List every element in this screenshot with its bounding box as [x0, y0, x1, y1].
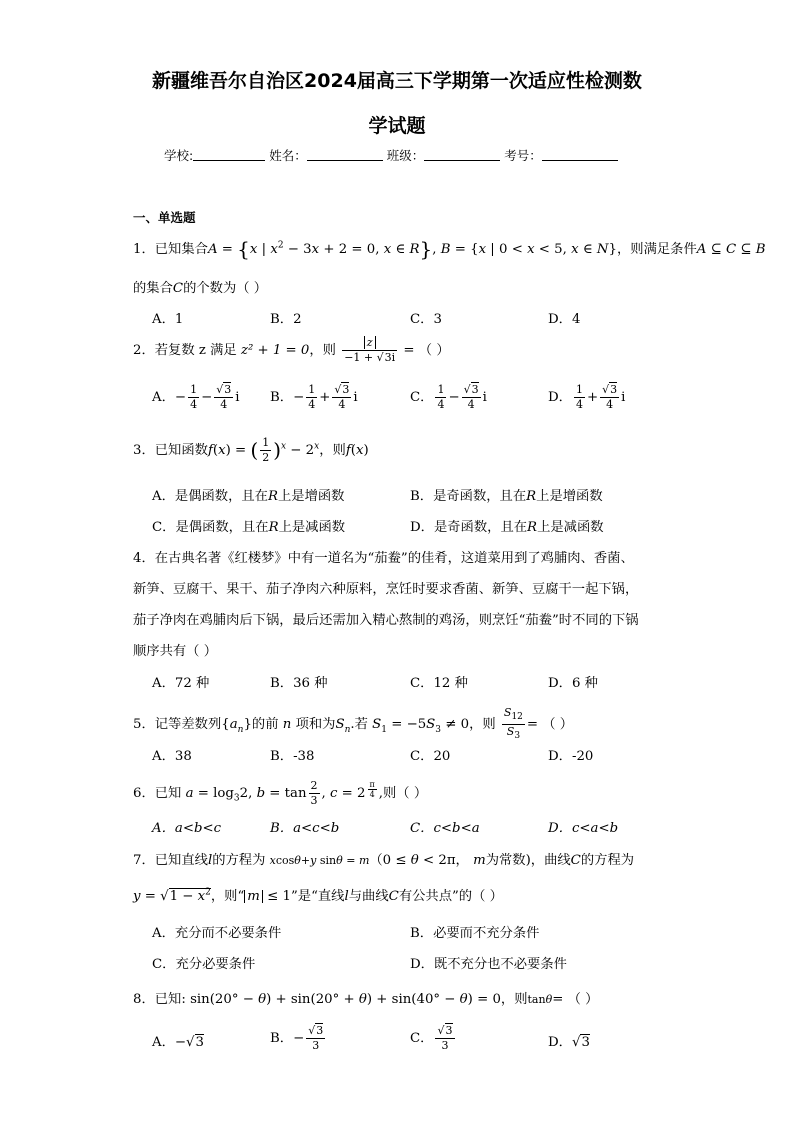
question-3: 3．已知函数f(x) = ( $\frac{1}{2}$ )$^x - 2^x$，则f(x): [133, 436, 369, 464]
question-7-line1: 7．已知直线l的方程为 xcosθ+y sinθ = m（0 ≤ θ < 2π， m为常数)，曲线C的方程为: [133, 853, 635, 868]
q1-option-a[interactable]: A．1: [152, 312, 184, 327]
q4-option-a[interactable]: A．72 种: [152, 676, 210, 691]
exam-title-line1: 新疆维吾尔自治区2024届高三下学期第一次适应性检测数: [152, 70, 642, 92]
school-blank[interactable]: [193, 148, 265, 161]
q8-text-post: ，则: [500, 992, 528, 1007]
class-blank[interactable]: [424, 148, 500, 161]
q3-text: 3．已知函数: [133, 443, 208, 458]
q7-text-l2c: 与曲线: [348, 889, 389, 904]
q1-text-mid: ，则满足条件: [617, 242, 697, 257]
question-4-line3: 茄子净肉在鸡脯肉后下锅，最后还需加入精心熬制的鸡汤，则烹饪“茄鲞”时不同的下锅: [133, 613, 639, 628]
q5-text-mid2: 项和为: [295, 717, 336, 733]
q7-text-l2d: 有公共点”的（ ）: [398, 889, 503, 904]
q2-option-a[interactable]: A．− $\frac{1}{4}$ − $\frac{√3}{4}$ i: [152, 383, 240, 411]
q7-text: 7．已知直线: [133, 853, 208, 868]
q7-option-b[interactable]: B．必要而不充分条件: [410, 926, 540, 941]
q4-option-c[interactable]: C．12 种: [410, 676, 468, 691]
school-label: 学校:: [164, 148, 194, 163]
q5-option-a[interactable]: A．38: [152, 749, 192, 764]
q8-text: 8．已知:: [133, 992, 186, 1007]
q8-option-b[interactable]: B．− $\frac{√3}{3}$: [270, 1024, 324, 1052]
question-5: 5．记等差数列$\{a_n\}$的前 n 项和为$S_n$.若 $S_1 = -5S_3 \ne 0$，则 $\frac{S_{12}}{S_3}$ = （ ）: [133, 706, 574, 742]
q7-text-l2a: ，则“: [210, 889, 245, 904]
q2-text-post: = （ ）: [403, 343, 450, 358]
student-info-row: [164, 146, 618, 164]
q3-option-b[interactable]: B．是奇函数，且在R上是增函数: [410, 489, 603, 504]
q7-option-d[interactable]: D．既不充分也不必要条件: [410, 957, 567, 972]
q5-text-mid3: 若: [354, 717, 368, 733]
q7-text-mid3: 的方程为: [580, 853, 635, 868]
q6-option-a[interactable]: A．a<b<c: [152, 821, 222, 836]
q3-option-c[interactable]: C．是偶函数，且在R上是减函数: [152, 520, 346, 535]
q8-option-d[interactable]: D．√3: [548, 1035, 590, 1050]
q1-option-b[interactable]: B．2: [270, 312, 302, 327]
question-8: 8．已知: sin(20° − θ) + sin(20° + θ) + sin(40° − θ) = 0，则tanθ= （ ）: [133, 992, 599, 1007]
question-4-line4: 顺序共有（ ）: [133, 644, 218, 659]
q6-text-post: ,则（ ）: [378, 786, 428, 801]
q1-text: 1．已知集合: [133, 242, 208, 257]
q1-line2: 的集合: [133, 281, 173, 296]
q2-equation: z² + 1 = 0: [240, 343, 310, 358]
q3-option-a[interactable]: A．是偶函数，且在R上是增函数: [152, 489, 345, 504]
q7-text-mid: 的方程为: [212, 853, 266, 868]
q1-option-c[interactable]: C．3: [410, 312, 442, 327]
q3-option-d[interactable]: D．是奇函数，且在R上是减函数: [410, 520, 604, 535]
class-label: 班级：: [386, 148, 425, 163]
q2-text-mid: ，则: [309, 343, 336, 358]
q6-text: 6．已知: [133, 786, 182, 801]
q2-option-d[interactable]: D． $\frac{1}{4}$ + $\frac{√3}{4}$ i: [548, 383, 626, 411]
q5-option-c[interactable]: C．20: [410, 749, 451, 764]
q8-option-c[interactable]: C． $\frac{√3}{3}$: [410, 1024, 453, 1052]
exam-title-line2: 学试题: [368, 115, 426, 137]
number-blank[interactable]: [542, 148, 618, 161]
q7-option-a[interactable]: A．充分而不必要条件: [152, 926, 282, 941]
q8-option-a[interactable]: A．−√3: [152, 1035, 204, 1050]
number-label: 考号：: [504, 148, 542, 163]
question-4-line1: 4．在古典名著《红楼梦》中有一道名为“茄鲞”的佳肴，这道菜用到了鸡脯肉、香菌、: [133, 551, 634, 566]
q5-text-post2: = （ ）: [526, 717, 574, 733]
q5-option-b[interactable]: B．-38: [270, 749, 315, 764]
q4-option-b[interactable]: B．36 种: [270, 676, 328, 691]
q6-option-c[interactable]: C．c<b<a: [410, 821, 480, 836]
q2-fraction: $\frac{z}{-1 + √3i}$: [344, 336, 396, 364]
q1-option-d[interactable]: D．4: [548, 312, 581, 327]
q7-text-mid2: 为常数)，曲线: [485, 853, 571, 868]
q5-text-post: ，则: [469, 717, 496, 733]
q2-text: 2．若复数 z 满足: [133, 343, 237, 358]
q5-option-d[interactable]: D．-20: [548, 749, 594, 764]
q1-line2b: 的个数为（ ）: [183, 281, 268, 296]
name-label: 姓名：: [269, 148, 307, 163]
question-1: 1．已知集合A = {x | $x^2 - 3x + 2 = 0$, x ∈ R}, B = {x | 0 < x < 5, x ∈ N}，则满足条件A ⊆ C ⊆ B: [133, 237, 766, 261]
section-heading: 一、单选题: [133, 210, 196, 225]
question-1-line2: 的集合C的个数为（ ）: [133, 281, 268, 296]
q7-text-l2b: ”是“直线: [290, 889, 345, 904]
name-blank[interactable]: [307, 148, 383, 161]
q8-text-post2: = （ ）: [552, 992, 599, 1007]
q6-option-b[interactable]: B．a<c<b: [270, 821, 340, 836]
question-4-line2: 新笋、豆腐干、果干、茄子净肉六种原料，烹饪时要求香菌、新笋、豆腐干一起下锅，: [133, 582, 639, 597]
q7-option-c[interactable]: C．充分必要条件: [152, 957, 256, 972]
q6-option-d[interactable]: D．c<a<b: [548, 821, 619, 836]
q4-option-d[interactable]: D．6 种: [548, 676, 598, 691]
q3-text-post: ，则: [319, 443, 346, 458]
q5-text: 5．记等差数列: [133, 717, 222, 733]
question-6: 6．已知 $a = \log_32$, b = tan $\frac{2}{3}$ , c = 2 $^{\frac{\pi}{4}}$ ,则（ ）: [133, 779, 428, 807]
q2-option-c[interactable]: C． $\frac{1}{4}$ − $\frac{√3}{4}$ i: [410, 383, 487, 411]
q5-text-mid1: 的前: [251, 717, 279, 733]
question-7-line2: $y = √1 - x^2$，则“ m ≤ 1”是“直线l与曲线C有公共点”的（ ）: [133, 887, 503, 904]
question-2: [133, 336, 450, 365]
q2-option-b[interactable]: B．− $\frac{1}{4}$ + $\frac{√3}{4}$ i: [270, 383, 358, 411]
